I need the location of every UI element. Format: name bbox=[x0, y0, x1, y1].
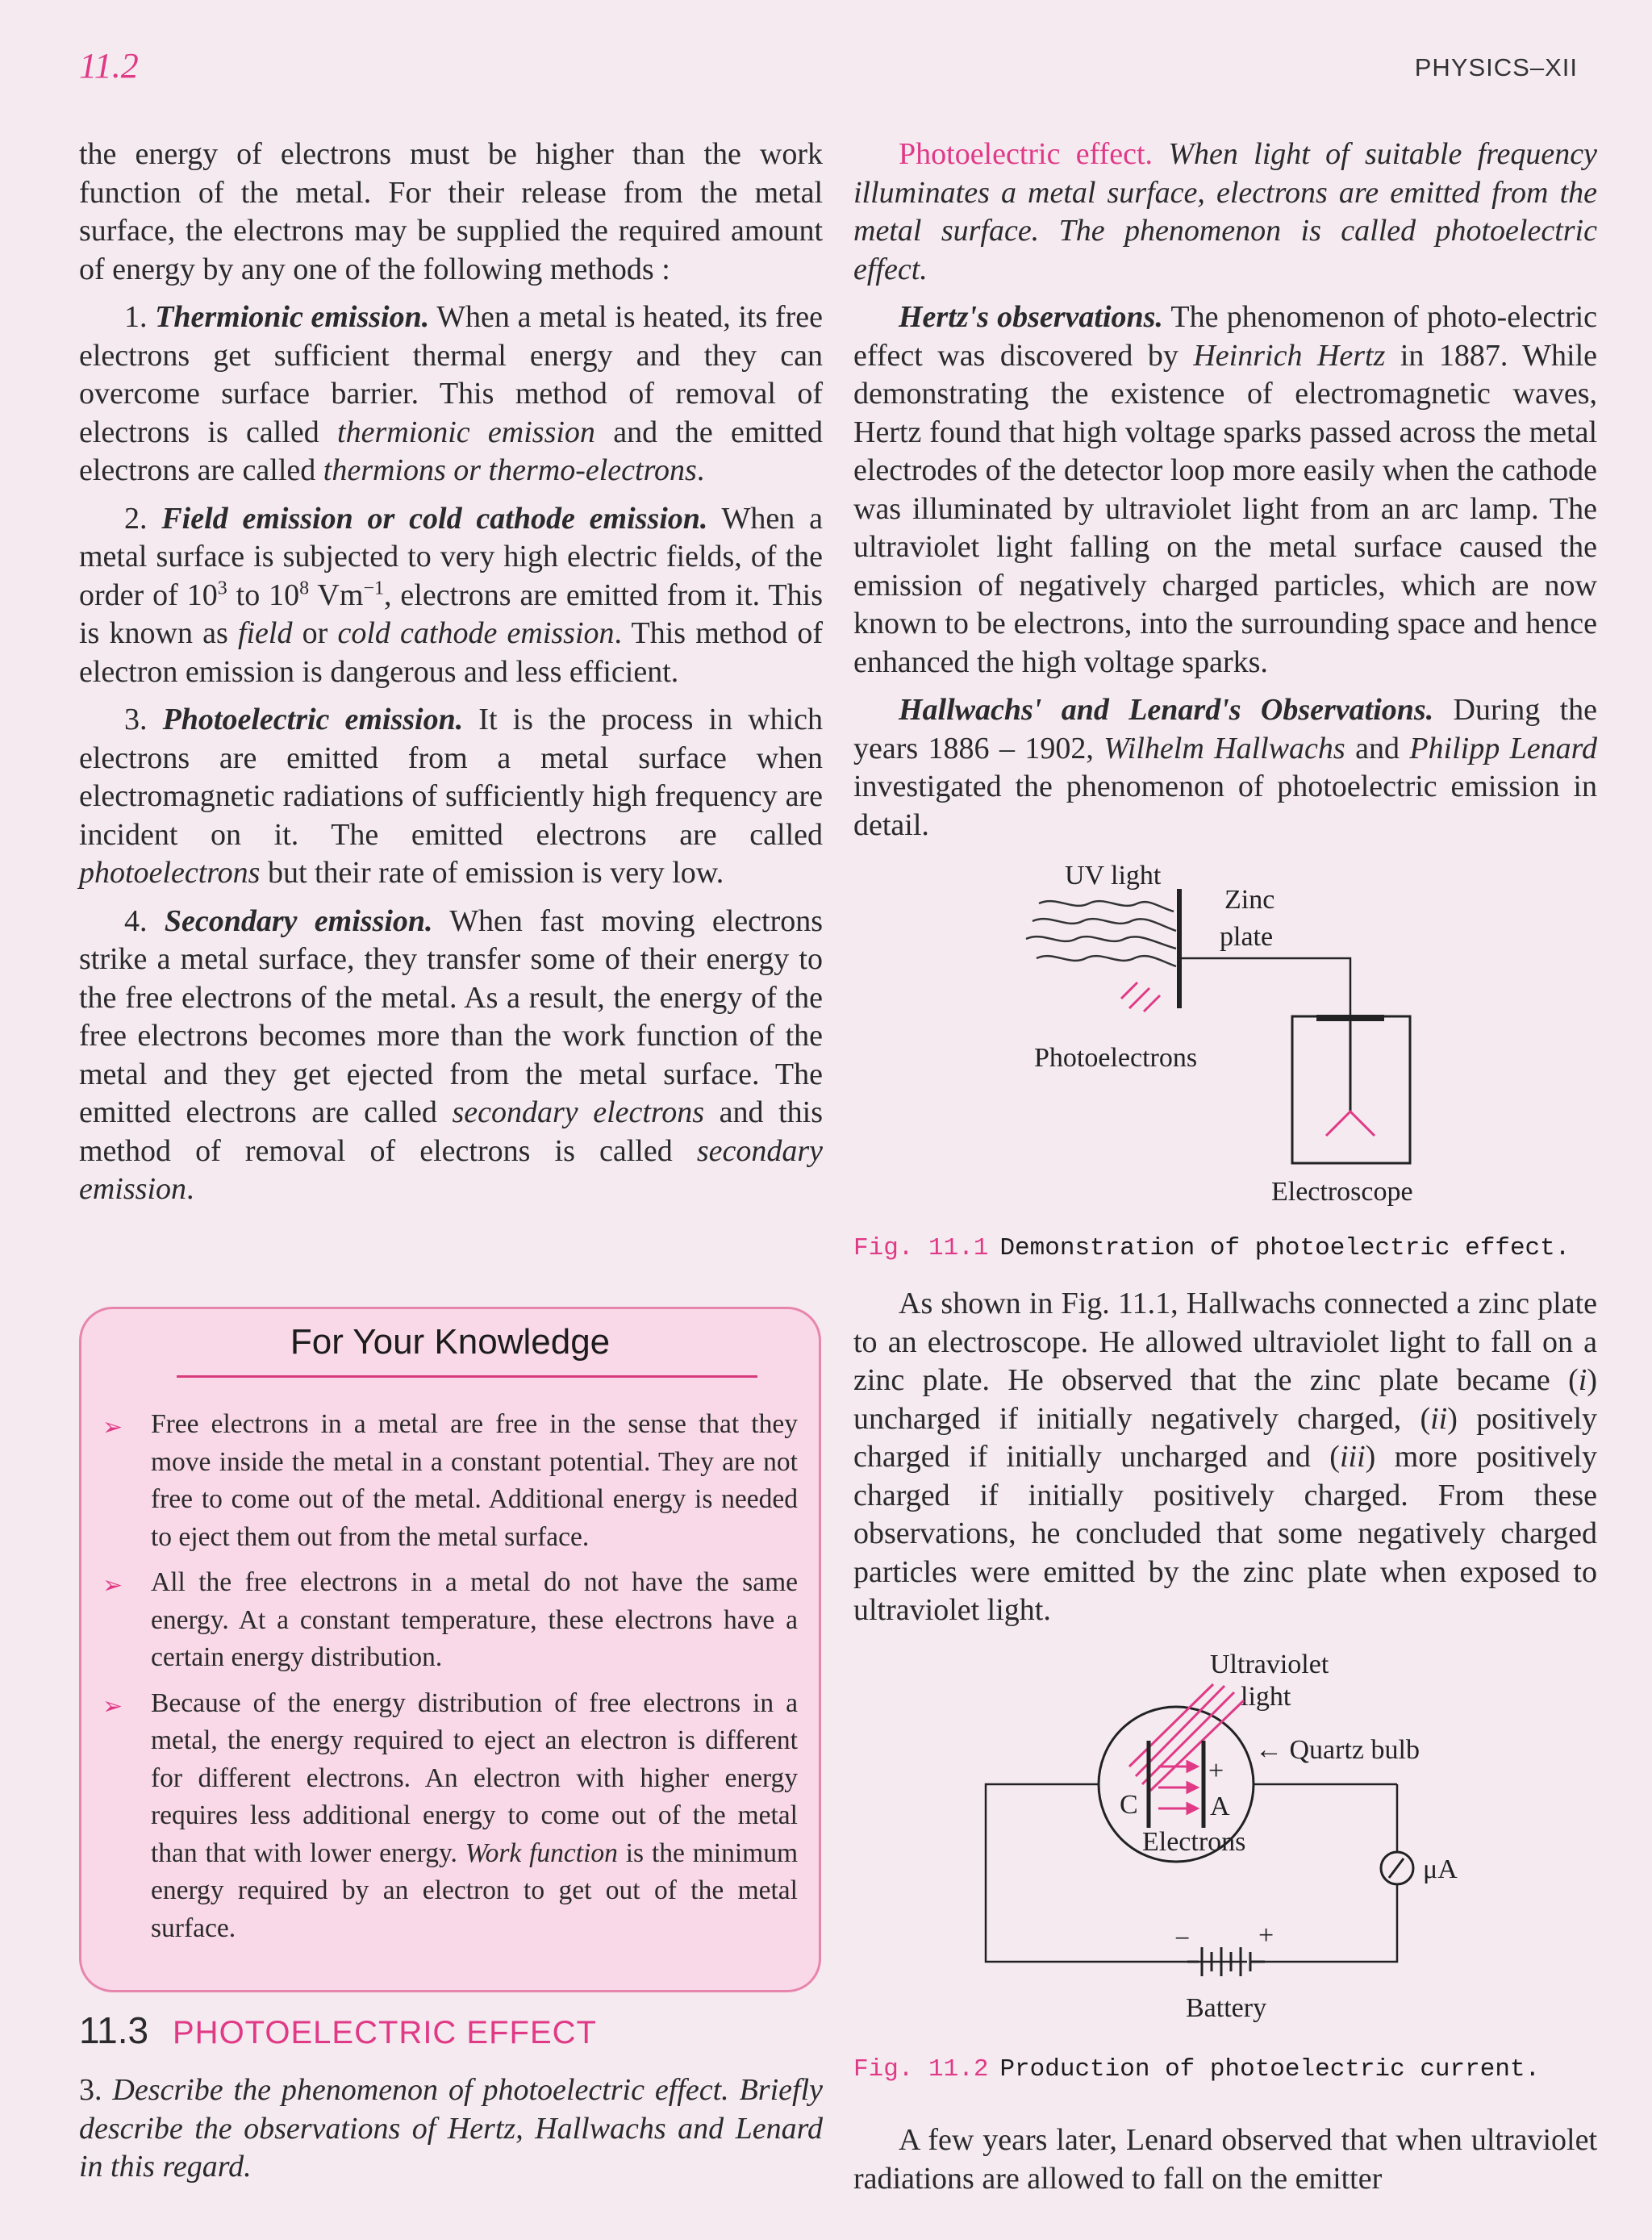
plate-label: plate bbox=[1220, 922, 1274, 952]
microammeter-label: μA bbox=[1423, 1854, 1458, 1884]
battery-label: Battery bbox=[1186, 1993, 1267, 2023]
intro-paragraph: the energy of electrons must be higher than the work function of the metal. For their release from the metal surface, the electrons may be supplied the required amount of energy by any one of the following methods : bbox=[79, 137, 823, 286]
photoelectric-emission-title: Photoelectric emission. bbox=[162, 703, 464, 736]
battery-plus-label: + bbox=[1258, 1921, 1274, 1950]
definition-label: Photoelectric effect. bbox=[899, 137, 1153, 171]
knowledge-title-rule bbox=[177, 1375, 757, 1378]
circuit-wire-right bbox=[1265, 1879, 1397, 1962]
ultraviolet-label: Ultraviolet bbox=[1210, 1650, 1329, 1679]
thermionic-title: Thermionic emission. bbox=[155, 300, 430, 334]
quartz-bulb-label: ← Quartz bulb bbox=[1255, 1735, 1420, 1765]
uv-rays bbox=[1026, 901, 1176, 966]
running-title: PHYSICS–XII bbox=[1414, 53, 1578, 81]
right-column bbox=[853, 136, 1597, 845]
photoelectrons-label: Photoelectrons bbox=[1034, 1043, 1198, 1073]
bullet-arrow-icon: ➢ bbox=[102, 1414, 123, 1441]
definition-paragraph: Photoelectric effect. When light of suitable frequency illuminates a metal surface, electrons are emitted from the metal surface. The phenomenon is called photoelectric effect. bbox=[853, 137, 1597, 286]
light-label: light bbox=[1241, 1682, 1291, 1712]
connecting-wire bbox=[1181, 958, 1350, 1015]
electroscope-label: Electroscope bbox=[1271, 1177, 1413, 1207]
hallwachs-lenard-title: Hallwachs' and Lenard's Observations. bbox=[899, 693, 1434, 727]
battery-minus-label: − bbox=[1174, 1924, 1191, 1954]
knowledge-item: ➢ Because of the energy distribution of free electrons in a metal, the energy required to eject an electron is different for different electrons. An electron with higher energy requires less additional energy to come out of the metal than that with lower energy. Work function is the minimum energy required by an electron to get out of the metal surface. bbox=[102, 1687, 799, 1943]
bullet-arrow-icon: ➢ bbox=[102, 1572, 123, 1599]
photoelectric-emission-paragraph: 3. Photoelectric emission. It is the process in which electrons are emitted from a metal surface when electromagnetic radiations of sufficiently high frequency are incident on it. The emitted electrons are called photoelectrons but their rate of emission is very low. bbox=[79, 703, 824, 890]
secondary-emission-title: Secondary emission. bbox=[164, 903, 433, 938]
electrons-label: Electrons bbox=[1142, 1827, 1246, 1857]
knowledge-item: ➢ Free electrons in a metal are free in the sense that they move inside the metal in a constant potential. They are not free to come out of the metal. Additional energy is needed to eject them out from the metal surface. bbox=[102, 1409, 798, 1552]
knowledge-item: ➢ All the free electrons in a metal do not have the same energy. At a constant temperature, these electrons have a certain energy distribution. bbox=[102, 1567, 798, 1672]
fig-11-2-caption: Fig. 11.2 Production of photoelectric current. bbox=[853, 2055, 1541, 2084]
lenard-paragraph: A few years later, Lenard observed that when ultraviolet radiations are allowed to fall on the emitter bbox=[853, 2123, 1597, 2196]
secondary-emission-paragraph: 4. Secondary emission. When fast moving electrons strike a metal surface, they transfer some of their energy to the free electrons of the metal. As a result, the energy of the free electrons becomes more than the work function of the metal and they get ejected from the metal surface. The emitted electrons are called secondary electrons and this method of removal of electrons is called secondary emission. bbox=[79, 903, 824, 1206]
uv-light-label: UV light bbox=[1065, 861, 1162, 891]
fig-11-1-diagram bbox=[1000, 847, 1500, 1218]
section-title: PHOTOELECTRIC EFFECT bbox=[173, 2015, 597, 2050]
knowledge-list bbox=[102, 1406, 798, 1955]
knowledge-title: For Your Knowledge bbox=[290, 1322, 611, 1362]
anode-plus-label: + bbox=[1208, 1756, 1224, 1786]
fig-11-2-diagram bbox=[968, 1646, 1484, 2033]
hertz-paragraph: Hertz's observations. The phenomenon of photo-electric effect was discovered by Heinrich Hertz in 1887. While demonstrating the existence of electromagnetic waves, Hertz found that high voltage sparks passed across the metal electrodes of the detector loop more easily when the cathode was illuminated by ultraviolet light from an arc lamp. The ultraviolet light falling on the metal surface caused the emission of negatively charged particles, which are now known to be electrons, into the surrounding space and hence enhanced the high voltage sparks. bbox=[853, 300, 1598, 679]
electroscope-leaves bbox=[1326, 1112, 1375, 1136]
hertz-title: Hertz's observations. bbox=[899, 300, 1163, 334]
fig-11-1-caption: Fig. 11.1 Demonstration of photoelectric effect. bbox=[853, 1234, 1571, 1262]
thermionic-paragraph: 1. Thermionic emission. When a metal is heated, its free electrons get sufficient thermal energy and they can overcome surface barrier. This method of removal of electrons is called thermionic emission and the emitted electrons are called thermions or thermo-electrons. bbox=[79, 300, 824, 487]
page-number: 11.2 bbox=[79, 46, 139, 86]
hallwachs-experiment-paragraph: As shown in Fig. 11.1, Hallwachs connected a zinc plate to an electroscope. He allowed ultraviolet light to fall on a zinc plate. He observed that the zinc plate became (i) uncharged if initially negatively charged, (ii) positively charged if initially uncharged and (iii) more positively charged if initially positively charged. From these observations, he concluded that some negatively charged particles were emitted by the zinc plate when exposed to ultraviolet light. bbox=[853, 1287, 1598, 1627]
field-emission-paragraph: 2. Field emission or cold cathode emission. When a metal surface is subjected to very high electric fields, of the order of $10^3$ to $10^8$ $Vm^{-1}$, electrons are emitted from it. This is known as field or cold cathode emission. This method of electron emission is dangerous and less efficient. bbox=[79, 501, 824, 689]
section-number: 11.3 bbox=[79, 2009, 149, 2051]
photoelectron-arrows bbox=[1121, 982, 1160, 1012]
question-paragraph: 3. Describe the phenomenon of photoelectric effect. Briefly describe the observations of Hertz, Hallwachs and Lenard in this regard. bbox=[79, 2073, 823, 2184]
cathode-label: C bbox=[1120, 1790, 1138, 1820]
for-your-knowledge-box bbox=[79, 1307, 821, 1992]
left-column bbox=[79, 136, 823, 1209]
bullet-arrow-icon: ➢ bbox=[102, 1692, 123, 1720]
zinc-label: Zinc bbox=[1224, 885, 1275, 915]
anode-label: A bbox=[1210, 1792, 1230, 1821]
hallwachs-lenard-paragraph: Hallwachs' and Lenard's Observations. During the years 1886 – 1902, Wilhelm Hallwachs and Philipp Lenard investigated the phenomenon of photoelectric emission in detail. bbox=[853, 693, 1597, 842]
field-emission-title: Field emission or cold cathode emission. bbox=[161, 501, 708, 536]
